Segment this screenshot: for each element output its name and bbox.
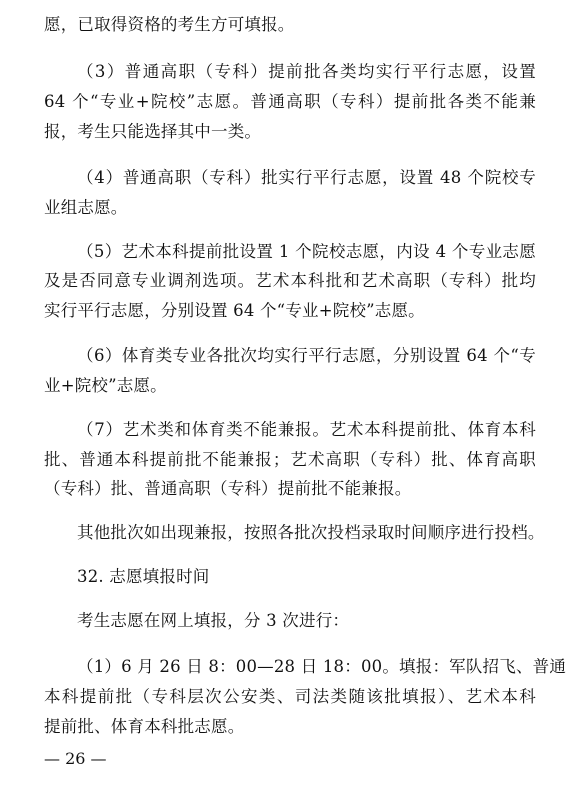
paragraph-line: （3）普通高职（专科）提前批各类均实行平行志愿，设置 [77, 62, 536, 81]
paragraph-line: （1）6 月 26 日 8：00—28 日 18：00。填报：军队招飞、普通 [77, 657, 567, 676]
section-heading: 32. 志愿填报时间 [77, 567, 210, 586]
paragraph-line: （专科）批、普通高职（专科）提前批不能兼报。 [44, 479, 412, 498]
paragraph-line: 本科提前批（专科层次公安类、司法类随该批填报）、艺术本科 [44, 687, 536, 706]
paragraph-line: 报，考生只能选择其中一类。 [44, 122, 262, 141]
paragraph-line: （5）艺术本科提前批设置 1 个院校志愿，内设 4 个专业志愿 [77, 242, 536, 261]
page-number: — 26 — [44, 749, 107, 768]
paragraph-line: （7）艺术类和体育类不能兼报。艺术本科提前批、体育本科 [77, 420, 536, 439]
paragraph-line: （6）体育类专业各批次均实行平行志愿，分别设置 64 个“专 [77, 346, 536, 365]
paragraph-line: 业组志愿。 [44, 198, 128, 217]
paragraph-line: 实行平行志愿，分别设置 64 个“专业+院校”志愿。 [44, 301, 425, 320]
paragraph-line: 64 个“专业+院校”志愿。普通高职（专科）提前批各类不能兼 [44, 92, 536, 111]
paragraph-line: 及是否同意专业调剂选项。艺术本科批和艺术高职（专科）批均 [44, 271, 536, 290]
paragraph-line: 提前批、体育本科批志愿。 [44, 717, 245, 736]
paragraph-line: 其他批次如出现兼报，按照各批次投档录取时间顺序进行投档。 [77, 523, 545, 542]
paragraph-line: 愿，已取得资格的考生方可填报。 [44, 15, 295, 34]
paragraph-line: （4）普通高职（专科）批实行平行志愿，设置 48 个院校专 [77, 168, 536, 187]
paragraph-line: 考生志愿在网上填报，分 3 次进行： [77, 611, 350, 630]
paragraph-line: 批、普通本科提前批不能兼报；艺术高职（专科）批、体育高职 [44, 450, 536, 469]
paragraph-line: 业+院校”志愿。 [44, 376, 167, 395]
